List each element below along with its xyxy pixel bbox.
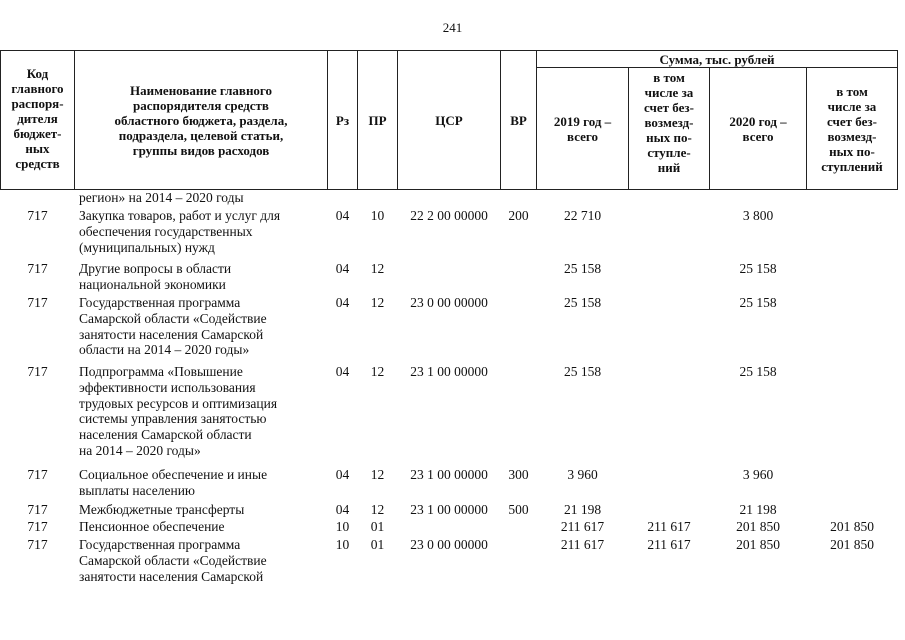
page-number: 241 bbox=[442, 20, 463, 35]
cell-rz: 04 bbox=[335, 208, 350, 223]
cell-pr: 12 bbox=[370, 502, 385, 517]
cell-2020: 25 158 bbox=[739, 261, 777, 276]
cell-code: 717 bbox=[27, 261, 48, 276]
cell-name: Межбюджетные трансферты bbox=[79, 502, 245, 517]
cell-2020: 201 850 bbox=[736, 537, 780, 552]
header-vr: ВР bbox=[510, 113, 527, 128]
cell-vr: 200 bbox=[508, 208, 529, 223]
col-rule bbox=[897, 50, 898, 190]
cell-name: Социальное обеспечение и иные выплаты населению bbox=[79, 467, 268, 498]
cell-pr: 01 bbox=[370, 537, 385, 552]
cell-code: 717 bbox=[27, 502, 48, 517]
cell-code: 717 bbox=[27, 364, 48, 379]
header-name: Наименование главного распорядителя средств областного бюджета, раздела, подраздела, целевой статьи, группы видов расходов bbox=[114, 83, 288, 158]
cell-pr: 12 bbox=[370, 364, 385, 379]
header-2020-free: в том числе за счет без- возмезд- ных по- ступлений bbox=[821, 84, 883, 174]
cell-2020: 3 960 bbox=[742, 467, 774, 482]
cell-2019: 25 158 bbox=[563, 364, 602, 379]
cell-2019: 21 198 bbox=[563, 502, 602, 517]
header-csr: ЦСР bbox=[435, 113, 463, 128]
cell-2019: 25 158 bbox=[563, 261, 602, 276]
cell-2020: 201 850 bbox=[736, 519, 780, 534]
continuation-text: регион» на 2014 – 2020 годы bbox=[79, 190, 244, 205]
header-2019-free: в том числе за счет без- возмезд- ных по- ступле- ний bbox=[644, 70, 694, 175]
cell-code: 717 bbox=[27, 537, 48, 552]
header-2019: 2019 год – всего bbox=[553, 114, 612, 144]
cell-code: 717 bbox=[27, 208, 48, 223]
cell-name: Государственная программа Самарской области «Содействие занятости населения Самарской bbox=[79, 537, 267, 584]
header-pr: ПР bbox=[368, 113, 387, 128]
cell-2020-free: 201 850 bbox=[830, 519, 874, 534]
cell-rz: 04 bbox=[335, 467, 350, 482]
cell-code: 717 bbox=[27, 467, 48, 482]
header-sum: Сумма, тыс. рублей bbox=[659, 52, 775, 67]
cell-name: Пенсионное обеспечение bbox=[79, 519, 225, 534]
cell-2019-free: 211 617 bbox=[647, 537, 691, 552]
cell-2019: 25 158 bbox=[563, 295, 602, 310]
cell-pr: 10 bbox=[370, 208, 385, 223]
cell-csr: 23 0 00 00000 bbox=[410, 295, 488, 310]
cell-2019: 22 710 bbox=[563, 208, 602, 223]
cell-pr: 12 bbox=[370, 261, 385, 276]
cell-csr: 22 2 00 00000 bbox=[410, 208, 488, 223]
cell-vr: 300 bbox=[508, 467, 529, 482]
cell-2020: 3 800 bbox=[742, 208, 774, 223]
cell-rz: 04 bbox=[335, 295, 350, 310]
cell-rz: 04 bbox=[335, 364, 350, 379]
cell-csr: 23 0 00 00000 bbox=[410, 537, 488, 552]
cell-rz: 10 bbox=[335, 537, 350, 552]
cell-2020: 25 158 bbox=[739, 295, 777, 310]
header-2020: 2020 год – всего bbox=[729, 114, 787, 144]
cell-2019-free: 211 617 bbox=[647, 519, 691, 534]
cell-2020-free: 201 850 bbox=[830, 537, 874, 552]
sum-subheader-rule bbox=[536, 67, 898, 68]
header-code: Код главного распоря- дителя бюджет- ных средств bbox=[11, 66, 64, 171]
cell-rz: 04 bbox=[335, 502, 350, 517]
cell-2019: 211 617 bbox=[560, 519, 605, 534]
cell-name: Другие вопросы в области национальной экономики bbox=[79, 261, 232, 292]
cell-rz: 04 bbox=[335, 261, 350, 276]
cell-csr: 23 1 00 00000 bbox=[410, 364, 488, 379]
cell-name: Государственная программа Самарской области «Содействие занятости населения Самарской области на 2014 – 2020 годы» bbox=[79, 295, 267, 358]
cell-2020: 21 198 bbox=[739, 502, 777, 517]
cell-name: Подпрограмма «Повышение эффективности использования трудовых ресурсов и оптимизация системы управления занятостью населения Самарской области на 2014 – 2020 годы» bbox=[79, 364, 278, 458]
cell-name: Закупка товаров, работ и услуг для обеспечения государственных (муниципальных) нужд bbox=[79, 208, 281, 255]
cell-2019: 3 960 bbox=[567, 467, 598, 482]
cell-pr: 01 bbox=[370, 519, 385, 534]
cell-pr: 12 bbox=[370, 467, 385, 482]
cell-csr: 23 1 00 00000 bbox=[410, 467, 488, 482]
cell-pr: 12 bbox=[370, 295, 385, 310]
header-top-rule bbox=[0, 50, 898, 51]
cell-vr: 500 bbox=[508, 502, 529, 517]
cell-code: 717 bbox=[27, 519, 48, 534]
cell-rz: 10 bbox=[335, 519, 350, 534]
cell-code: 717 bbox=[27, 295, 48, 310]
cell-2019: 211 617 bbox=[560, 537, 605, 552]
cell-csr: 23 1 00 00000 bbox=[410, 502, 488, 517]
cell-2020: 25 158 bbox=[739, 364, 777, 379]
header-rz: Рз bbox=[335, 113, 350, 128]
